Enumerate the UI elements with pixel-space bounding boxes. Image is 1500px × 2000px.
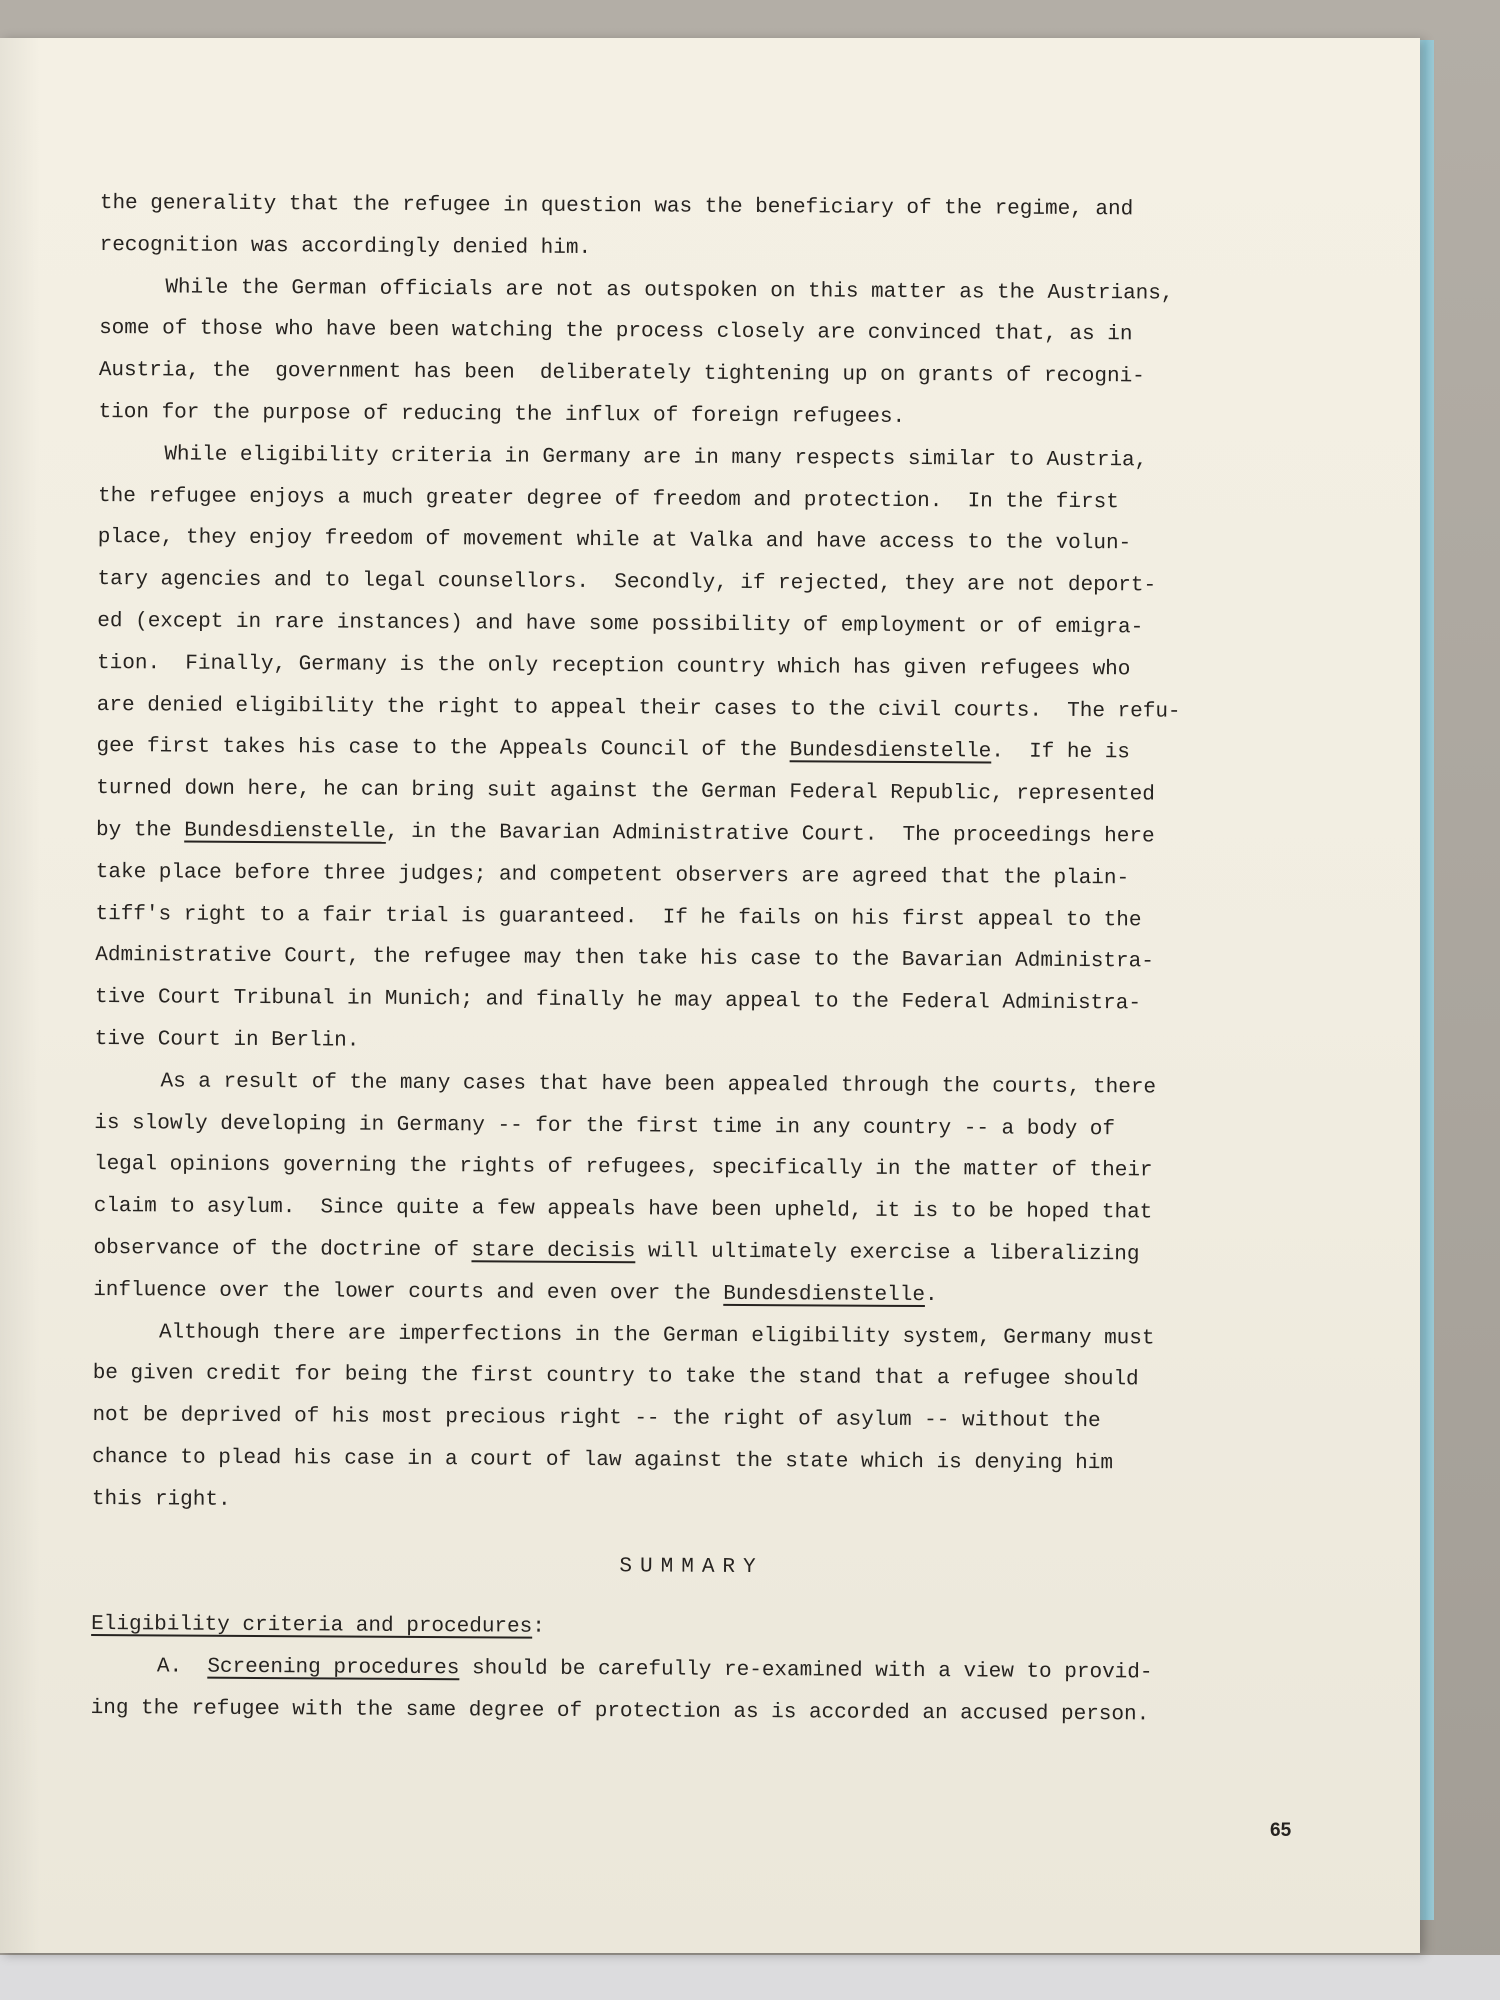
text-segment: . [924,1283,938,1307]
underlined-term: Bundesdienstelle [723,1282,926,1307]
text-segment: tion for the purpose of reducing the influx of foreign refugees. [98,400,906,429]
text-line [97,559,1297,608]
text-line [92,1395,1292,1444]
text-line [99,308,1299,357]
text-line [94,1186,1294,1235]
text-line [95,977,1295,1026]
text-line [93,1228,1293,1277]
text-segment: observance of the doctrine of [93,1236,472,1263]
paragraph [98,267,1299,442]
text-segment: not be deprived of his most precious right -- the right of asylum -- without the [92,1404,1101,1434]
text-line [95,1019,1295,1068]
body-paragraphs [92,183,1300,1528]
text-line [99,350,1299,399]
text-line [96,810,1296,859]
text-line [97,643,1297,692]
text-line [93,1270,1293,1319]
text-segment: will ultimately exercise a liberalizing [635,1240,1140,1267]
text-line [96,768,1296,817]
text-segment: be given credit for being the first country to take the stand that a refugee should [92,1362,1139,1392]
summary-paragraphs [91,1604,1292,1737]
text-line [94,1103,1294,1152]
text-segment: recognition was accordingly denied him. [99,233,592,260]
paragraph [93,1061,1295,1319]
text-line [98,476,1298,525]
paragraph [91,1646,1291,1737]
text-segment: legal opinions governing the rights of refugees, specifically in the matter of their [93,1153,1153,1183]
paragraph [95,434,1299,1068]
text-segment: tive Court Tribunal in Munich; and finally he may appeal to the Federal Administra- [94,986,1142,1016]
text-line [92,1437,1292,1486]
page-number: 65 [1270,1820,1292,1841]
text-line [94,1061,1294,1110]
paragraph [91,1604,1291,1653]
text-line [97,601,1297,650]
paragraph [99,183,1299,274]
text-segment: is slowly developing in Germany -- for the first time in any country -- a body of [94,1111,1116,1141]
text-line [95,935,1295,984]
underlined-term: Bundesdienstelle [184,819,386,844]
text-segment: should be carefully re-examined with a view to provid- [459,1657,1153,1685]
text-segment: Austria, the government has been deliberately tightening up on grants of recogni- [98,359,1145,389]
text-segment: : [532,1615,545,1640]
desk-surface [0,1955,1500,2000]
text-segment: gee first takes his case to the Appeals Council of the [96,735,790,763]
text-segment: turned down here, he can bring suit against the German Federal Republic, represented [96,777,1155,807]
text-segment: this right. [91,1487,231,1512]
text-segment: Although there are imperfections in the German eligibility system, Germany must [158,1320,1155,1350]
text-segment: A. [156,1655,208,1679]
text-line [91,1646,1291,1695]
text-line [91,1688,1291,1737]
text-line [93,1311,1293,1360]
text-line [99,225,1299,274]
text-segment: tiff's right to a fair trial is guaranteed. If he fails on his first appeal to the [95,902,1142,932]
document-page [0,38,1420,1953]
text-line [98,517,1298,566]
text-segment: by the [95,818,185,843]
text-line [100,183,1300,232]
text-segment: As a result of the many cases that have been appealed through the courts, there [160,1070,1157,1100]
text-line [98,392,1298,441]
underlined-term: Bundesdienstelle [789,739,992,764]
text-segment: the refugee enjoys a much greater degree of freedom and protection. In the first [98,484,1119,514]
text-line [97,685,1297,734]
underlined-term: Screening procedures [207,1655,460,1681]
text-line [96,726,1296,775]
text-segment: tion. Finally, Germany is the only reception country which has given refugees who [96,651,1131,682]
text-line [92,1479,1292,1528]
text-segment: place, they enjoy freedom of movement while at Valka and have access to the volun- [97,526,1132,556]
text-segment: . If he is [991,740,1130,765]
text-line [95,894,1295,943]
text-segment: take place before three judges; and competent observers are agreed that the plain- [95,860,1130,891]
text-segment: , in the Bavarian Administrative Court. The proceedings here [385,820,1155,849]
text-line [93,1353,1293,1402]
text-segment: tive Court in Berlin. [94,1027,360,1053]
text-segment: ed (except in rare instances) and have some possibility of employment or of emigra- [97,609,1144,640]
underlined-term: Eligibility criteria and procedures [91,1613,533,1639]
section-heading: SUMMARY [619,1554,764,1579]
text-segment: tary agencies and to legal counsellors. Secondly, if rejected, they are not deport- [97,568,1157,598]
text-segment: are denied eligibility the right to appeal their cases to the civil courts. The refu- [96,693,1181,724]
text-segment: some of those who have been watching the process closely are convinced that, as in [99,317,1133,347]
text-segment: chance to plead his case in a court of law against the state which is denying him [92,1445,1114,1476]
page-binding-shadow [0,38,40,1953]
text-line [91,1604,1291,1653]
text-segment: influence over the lower courts and even over the [93,1278,724,1306]
text-line [96,852,1296,901]
paragraph [92,1311,1293,1527]
page-text [91,183,1300,1737]
text-line [99,267,1299,316]
text-segment: ing the refugee with the same degree of protection as is accorded an accused person. [90,1696,1150,1727]
text-segment: Administrative Court, the refugee may then take his case to the Bavarian Administra- [95,944,1154,974]
text-segment: claim to asylum. Since quite a few appeals have been upheld, it is to be hoped that [93,1195,1153,1225]
text-line [94,1144,1294,1193]
underlined-term: stare decisis [471,1239,636,1264]
text-line [98,434,1298,483]
text-segment: the generality that the refugee in question was the beneficiary of the regime, and [99,191,1134,222]
text-segment: While eligibility criteria in Germany are in many respects similar to Austria, [164,443,1148,473]
text-segment: While the German officials are not as outspoken on this matter as the Austrians, [165,275,1174,306]
